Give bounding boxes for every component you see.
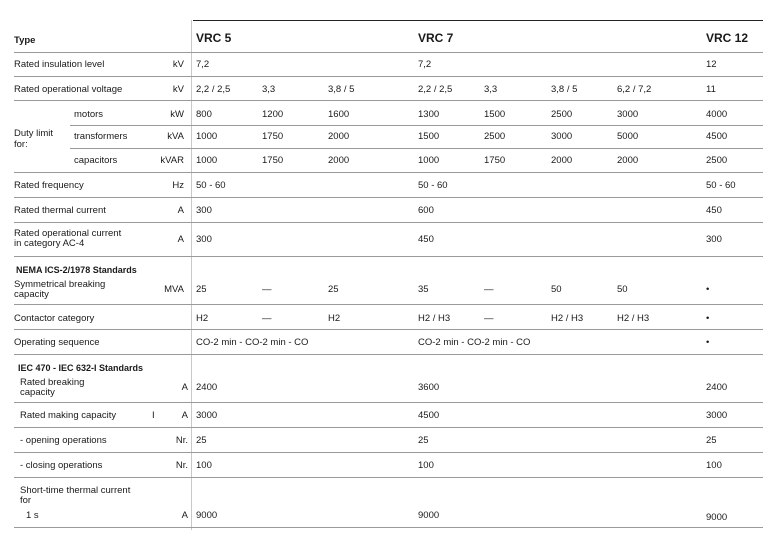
capacitors-value: 2000 bbox=[617, 155, 639, 166]
row-separator bbox=[14, 354, 763, 355]
transformers-value: 2000 bbox=[328, 131, 350, 142]
iec-short-sub: 1 s bbox=[26, 510, 39, 521]
duty-label: Duty limit bbox=[14, 128, 54, 139]
insulation-vrc12: 12 bbox=[706, 59, 717, 70]
iec-closing-label: - closing operations bbox=[20, 460, 103, 471]
thermal-vrc5: 300 bbox=[196, 205, 212, 216]
frequency-unit: Hz bbox=[172, 180, 184, 191]
nema-breaking-value: — bbox=[484, 284, 494, 295]
frequency-vrc12: 50 - 60 bbox=[706, 180, 736, 191]
frequency-vrc5: 50 - 60 bbox=[196, 180, 226, 191]
row-separator bbox=[14, 256, 763, 257]
row-separator bbox=[70, 125, 763, 126]
transformers-value: 1000 bbox=[196, 131, 218, 142]
nema-category-value: • bbox=[706, 313, 710, 324]
ac4-vrc12: 300 bbox=[706, 234, 722, 245]
row-separator bbox=[14, 427, 763, 428]
row-separator bbox=[14, 329, 763, 330]
row-separator bbox=[14, 76, 763, 77]
voltage-value: 3,3 bbox=[484, 84, 498, 95]
iec-breaking-label-2: capacity bbox=[20, 387, 55, 398]
iec-opening-vrc7: 25 bbox=[418, 435, 429, 446]
nema-heading: NEMA ICS-2/1978 Standards bbox=[16, 265, 137, 275]
voltage-value: 3,3 bbox=[262, 84, 276, 95]
insulation-vrc7: 7,2 bbox=[418, 59, 432, 70]
voltage-label: Rated operational voltage bbox=[14, 84, 123, 95]
iec-breaking-label: Rated breaking bbox=[20, 377, 85, 388]
row-separator bbox=[14, 452, 763, 453]
iec-opening-label: - opening operations bbox=[20, 435, 107, 446]
capacitors-value: 1000 bbox=[196, 155, 218, 166]
thermal-label: Rated thermal current bbox=[14, 205, 106, 216]
capacitors-value: 2000 bbox=[551, 155, 573, 166]
vrc7-header: VRC 7 bbox=[418, 31, 454, 45]
iec-closing-vrc12: 100 bbox=[706, 460, 722, 471]
row-separator bbox=[14, 402, 763, 403]
voltage-unit: kV bbox=[172, 84, 184, 95]
iec-closing-vrc7: 100 bbox=[418, 460, 434, 471]
top-rule bbox=[193, 20, 763, 21]
nema-breaking-value: 25 bbox=[328, 284, 339, 295]
type-header: Type bbox=[14, 35, 36, 46]
transformers-value: 5000 bbox=[617, 131, 639, 142]
nema-category-value: H2 bbox=[196, 313, 209, 324]
nema-sequence-vrc12: • bbox=[706, 337, 710, 348]
motors-unit: kW bbox=[170, 109, 184, 120]
motors-value: 4000 bbox=[706, 109, 728, 120]
nema-category-value: — bbox=[262, 313, 272, 324]
thermal-vrc7: 600 bbox=[418, 205, 434, 216]
transformers-label: transformers bbox=[74, 131, 128, 142]
iec-breaking-unit: A bbox=[181, 382, 188, 393]
iec-closing-vrc5: 100 bbox=[196, 460, 212, 471]
thermal-vrc12: 450 bbox=[706, 205, 722, 216]
capacitors-value: 1000 bbox=[418, 155, 440, 166]
nema-breaking-value: 25 bbox=[196, 284, 207, 295]
ac4-unit: A bbox=[177, 234, 184, 245]
nema-sequence-label: Operating sequence bbox=[14, 337, 100, 348]
row-separator bbox=[14, 222, 763, 223]
nema-breaking-label: Symmetrical breaking bbox=[14, 279, 106, 290]
iec-making-vrc12: 3000 bbox=[706, 410, 728, 421]
iec-making-symbol: I bbox=[152, 410, 155, 421]
voltage-value: 11 bbox=[706, 84, 716, 95]
transformers-value: 4500 bbox=[706, 131, 728, 142]
iec-breaking-vrc12: 2400 bbox=[706, 382, 728, 393]
row-separator bbox=[14, 197, 763, 198]
transformers-value: 1750 bbox=[262, 131, 284, 142]
iec-breaking-vrc5: 2400 bbox=[196, 382, 218, 393]
nema-sequence-vrc7: CO-2 min - CO-2 min - CO bbox=[418, 337, 531, 348]
motors-value: 1200 bbox=[262, 109, 284, 120]
insulation-vrc5: 7,2 bbox=[196, 59, 210, 70]
nema-category-value: H2 / H3 bbox=[418, 313, 451, 324]
voltage-value: 2,2 / 2,5 bbox=[418, 84, 453, 95]
motors-value: 800 bbox=[196, 109, 212, 120]
motors-value: 2500 bbox=[551, 109, 573, 120]
row-separator bbox=[14, 477, 763, 478]
row-separator bbox=[14, 172, 763, 173]
iec-making-label: Rated making capacity bbox=[20, 410, 117, 421]
nema-category-value: H2 bbox=[328, 313, 341, 324]
nema-breaking-value: 50 bbox=[617, 284, 628, 295]
iec-short-vrc5: 9000 bbox=[196, 510, 218, 521]
frequency-label: Rated frequency bbox=[14, 180, 84, 191]
nema-category-value: — bbox=[484, 313, 494, 324]
ac4-vrc7: 450 bbox=[418, 234, 434, 245]
voltage-value: 6,2 / 7,2 bbox=[617, 84, 652, 95]
iec-short-vrc7: 9000 bbox=[418, 510, 440, 521]
ac4-vrc5: 300 bbox=[196, 234, 212, 245]
capacitors-value: 2000 bbox=[328, 155, 350, 166]
transformers-unit: kVA bbox=[167, 131, 184, 142]
motors-value: 3000 bbox=[617, 109, 639, 120]
voltage-value: 3,8 / 5 bbox=[551, 84, 578, 95]
motors-label: motors bbox=[74, 109, 104, 120]
row-separator bbox=[14, 52, 763, 53]
nema-breaking-unit: MVA bbox=[164, 284, 184, 295]
iec-opening-vrc5: 25 bbox=[196, 435, 207, 446]
nema-breaking-value: 50 bbox=[551, 284, 562, 295]
frequency-vrc7: 50 - 60 bbox=[418, 180, 448, 191]
transformers-value: 2500 bbox=[484, 131, 506, 142]
thermal-unit: A bbox=[177, 205, 184, 216]
vrc5-header: VRC 5 bbox=[196, 31, 232, 45]
nema-category-value: H2 / H3 bbox=[617, 313, 650, 324]
capacitors-label: capacitors bbox=[74, 155, 118, 166]
nema-breaking-value: 35 bbox=[418, 284, 429, 295]
iec-short-label-2: for bbox=[20, 495, 32, 506]
motors-value: 1600 bbox=[328, 109, 350, 120]
capacitors-value: 2500 bbox=[706, 155, 728, 166]
insulation-unit: kV bbox=[172, 59, 184, 70]
ac4-label: Rated operational current bbox=[14, 228, 122, 239]
voltage-value: 3,8 / 5 bbox=[328, 84, 355, 95]
iec-heading: IEC 470 - IEC 632-I Standards bbox=[18, 363, 144, 373]
motors-value: 1300 bbox=[418, 109, 440, 120]
iec-making-vrc7: 4500 bbox=[418, 410, 440, 421]
iec-short-vrc12: 9000 bbox=[706, 512, 728, 523]
row-separator bbox=[14, 304, 763, 305]
column-divider bbox=[191, 20, 192, 530]
row-separator bbox=[14, 527, 763, 528]
motors-value: 1500 bbox=[484, 109, 506, 120]
nema-breaking-value: — bbox=[262, 284, 272, 295]
capacitors-unit: kVAR bbox=[160, 155, 184, 166]
nema-category-label: Contactor category bbox=[14, 313, 95, 324]
nema-sequence-vrc5: CO-2 min - CO-2 min - CO bbox=[196, 337, 309, 348]
capacitors-value: 1750 bbox=[262, 155, 284, 166]
capacitors-value: 1750 bbox=[484, 155, 506, 166]
row-separator bbox=[70, 148, 763, 149]
iec-making-unit: A bbox=[181, 410, 188, 421]
iec-short-label: Short-time thermal current bbox=[20, 485, 131, 496]
iec-making-vrc5: 3000 bbox=[196, 410, 218, 421]
iec-breaking-vrc7: 3600 bbox=[418, 382, 440, 393]
nema-breaking-label-2: capacity bbox=[14, 289, 49, 300]
nema-category-value: H2 / H3 bbox=[551, 313, 584, 324]
iec-closing-unit: Nr. bbox=[175, 460, 188, 471]
transformers-value: 3000 bbox=[551, 131, 573, 142]
ac4-label-2: in category AC-4 bbox=[14, 238, 85, 249]
duty-label-for: for: bbox=[14, 139, 28, 150]
voltage-value: 2,2 / 2,5 bbox=[196, 84, 231, 95]
transformers-value: 1500 bbox=[418, 131, 440, 142]
vrc12-header: VRC 12 bbox=[706, 31, 749, 45]
iec-short-unit: A bbox=[181, 510, 188, 521]
nema-breaking-value: • bbox=[706, 284, 710, 295]
row-separator bbox=[14, 100, 763, 101]
iec-opening-unit: Nr. bbox=[175, 435, 188, 446]
iec-opening-vrc12: 25 bbox=[706, 435, 717, 446]
insulation-label: Rated insulation level bbox=[14, 59, 105, 70]
